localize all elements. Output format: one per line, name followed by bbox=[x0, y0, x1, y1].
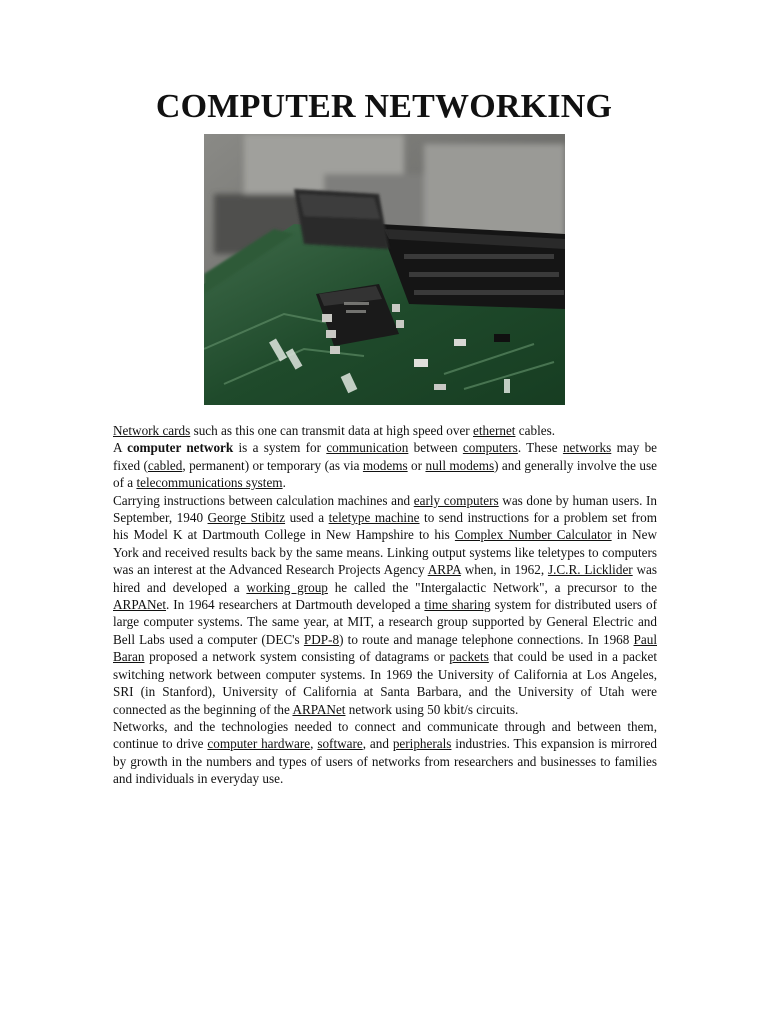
link-ethernet[interactable]: ethernet bbox=[473, 423, 516, 438]
link-network-cards[interactable]: Network cards bbox=[113, 423, 191, 438]
link-packets[interactable]: packets bbox=[449, 649, 489, 665]
link-arpanet-2[interactable]: ARPANet bbox=[292, 701, 346, 717]
link-computers[interactable]: computers bbox=[462, 440, 518, 456]
link-george-stibitz[interactable]: George Stibitz bbox=[207, 510, 286, 526]
link-pdp-8[interactable]: PDP-8 bbox=[303, 631, 340, 647]
link-null-modems[interactable]: null modems bbox=[425, 457, 495, 473]
page-title: COMPUTER NETWORKING bbox=[155, 88, 613, 125]
link-time-sharing[interactable]: time sharing bbox=[424, 597, 491, 613]
link-software[interactable]: software bbox=[317, 736, 363, 752]
link-networks[interactable]: networks bbox=[562, 440, 612, 456]
link-jcr-licklider[interactable]: J.C.R. Licklider bbox=[547, 562, 633, 578]
paragraph-history: Carrying instructions between calculation machines and early computers was done by human users. In September, 1940 George Stibitz used a teletype machine to send instructions for a problem set from his Model K at Dartmouth College in New Hampshire to his Complex Number Calculator in New York and received results back by the same means. Linking output systems like teletypes to computers was an interest at the Advanced Research Projects Agency ARPA when, in 1962, J.C.R. Licklider was hired and developed a working group he called the "Intergalactic Network", a precursor to the ARPANet. In 1964 researchers at Dartmouth developed a time sharing system for distributed users of large computer systems. The same year, at MIT, a research group supported by General Electric and Bell Labs used a computer (DEC's PDP-8) to route and manage telephone connections. In 1968 Paul Baran proposed a network system consisting of datagrams or packets that could be used in a packet switching network between computer systems. In 1969 the University of California at Los Angeles, SRI (in Stanford), University of California at Santa Barbara, and the University of Utah were connected as the beginning of the ARPANet network using 50 kbit/s circuits. bbox=[113, 492, 658, 717]
link-arpanet[interactable]: ARPANet bbox=[113, 597, 167, 613]
link-arpa[interactable]: ARPA bbox=[427, 562, 461, 578]
link-telecommunications-system[interactable]: telecommunications system bbox=[136, 475, 283, 491]
link-early-computers[interactable]: early computers bbox=[413, 492, 499, 508]
link-peripherals[interactable]: peripherals bbox=[392, 736, 452, 752]
article-body bbox=[113, 422, 657, 788]
link-cabled[interactable]: cabled bbox=[147, 457, 183, 473]
link-complex-number-calculator[interactable]: Complex Number Calculator bbox=[454, 527, 612, 543]
term-computer-network: computer network bbox=[127, 440, 234, 456]
link-communication[interactable]: communication bbox=[326, 440, 409, 456]
network-card-photo bbox=[204, 134, 565, 405]
link-computer-hardware[interactable]: computer hardware bbox=[207, 736, 311, 752]
link-paul-baran[interactable]: Paul Baran bbox=[113, 631, 657, 665]
link-working-group[interactable]: working group bbox=[246, 579, 328, 595]
link-teletype-machine[interactable]: teletype machine bbox=[328, 510, 420, 526]
image-caption: Network cards such as this one can transmit data at high speed over ethernet cables. bbox=[113, 423, 556, 438]
link-modems[interactable]: modems bbox=[362, 457, 408, 473]
paragraph-growth: Networks, and the technologies needed to connect and communicate through and between them, continue to drive computer hardware, software, and peripherals industries. This expansion is mirrored by growth in the numbers and types of users of networks from researchers and businesses to families and individuals in everyday use. bbox=[113, 718, 657, 787]
paragraph-definition: A computer network is a system for communication between computers. These networks may be fixed (cabled, permanent) or temporary (as via modems or null modems) and generally involve the use of a telecommunications system. bbox=[113, 440, 658, 491]
